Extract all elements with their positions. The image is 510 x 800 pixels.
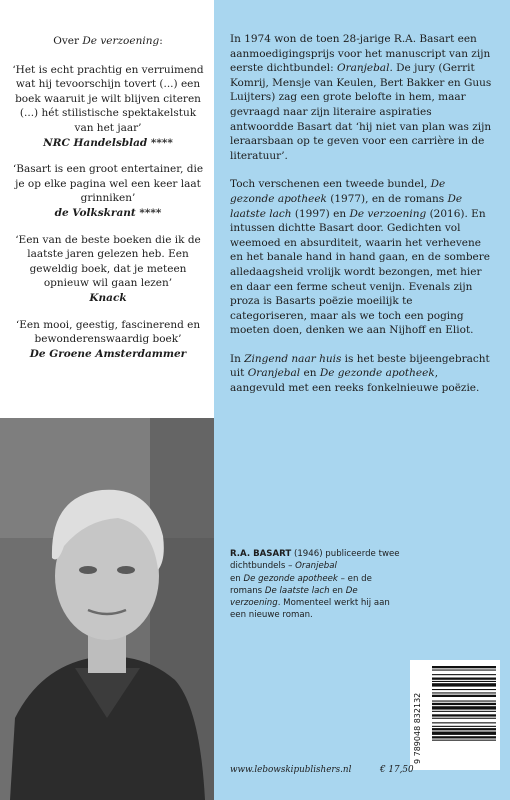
review-quote: ‘Een mooi, geestig, fascinerend en bewonderenswaardig boek’ De Groene Amsterdammer xyxy=(10,318,206,362)
isbn-barcode xyxy=(410,660,500,770)
barcode-bar xyxy=(432,726,496,727)
barcode-image xyxy=(410,660,500,770)
barcode-bar xyxy=(432,703,496,705)
back-cover-blurb xyxy=(230,32,492,410)
review-source: Knack xyxy=(89,291,127,304)
barcode-bar xyxy=(432,706,496,709)
barcode-bar xyxy=(432,678,496,680)
isbn-number: 9 789048 832132 xyxy=(413,692,422,764)
author-photo xyxy=(0,418,214,800)
blurb-paragraph: Toch verschenen een tweede bundel, De gezonde apotheek (1977), en de romans De laatste lach (1997) en De verzoening (2016). En intussen dichtte Basart door. Gedichten vol weemoed en absurditeit, waarin het verhevene en het banale hand in hand gaan, en de sombere alledaagsheid vrolijk wordt bezongen, met hier en daar een ferme scheut venijn. Evenals zijn proza is Basarts poëzie moeilijk te categoriseren, maar als we toch een poging moeten doen, denken we aan Nijhoff en Eliot. xyxy=(230,178,491,337)
barcode-bar xyxy=(432,666,496,668)
review-source: NRC Handelsblad **** xyxy=(43,136,173,149)
barcode-bar xyxy=(432,670,496,671)
review-quotes xyxy=(10,34,206,373)
author-bio: R.A. BASART (1946) publiceerde twee dichtbundels – Oranjebal en De gezonde apotheek – en de romans De laatste lach en De verzoening. Momenteel werkt hij aan een nieuwe roman. xyxy=(230,549,400,621)
quotes-heading: Over De verzoening: xyxy=(53,35,163,47)
barcode-bar xyxy=(432,681,496,682)
review-quote: ‘Basart is een groot entertainer, die je op elke pagina wel een keer laat grinniken’ de Volkskrant **** xyxy=(10,162,206,220)
barcode-bar xyxy=(432,732,496,735)
blurb-paragraph: In Zingend naar huis is het beste bijeengebracht uit Oranjebal en De gezonde apotheek, aangevuld met een reeks fonkelnieuwe poëzie. xyxy=(230,352,490,395)
review-source: De Groene Amsterdammer xyxy=(29,347,187,360)
review-quote: ‘Een van de beste boeken die ik de laatste jaren gelezen heb. Een geweldig boek, dat je meteen opnieuw wil gaan lezen’ Knack xyxy=(10,233,206,306)
barcode-bar xyxy=(432,683,496,686)
barcode-bar xyxy=(432,718,496,719)
barcode-bar xyxy=(432,692,496,693)
barcode-bar xyxy=(432,740,496,741)
barcode-bar xyxy=(432,714,496,716)
review-quote: ‘Het is echt prachtig en verruimend wat hij tevoorschijn tovert (...) een boek waaruit je wilt blijven citeren (...) hét stilistische spektakelstuk van het jaar’ NRC Handelsblad **** xyxy=(10,63,206,151)
barcode-bar xyxy=(432,711,496,712)
barcode-bar xyxy=(432,722,496,723)
author-portrait-image xyxy=(0,418,214,800)
barcode-bar xyxy=(432,728,496,730)
barcode-bar xyxy=(432,736,496,738)
price: € 17,50 xyxy=(380,765,414,775)
barcode-bar xyxy=(432,701,496,702)
barcode-bar xyxy=(432,689,496,690)
blurb-paragraph: In 1974 won de toen 28-jarige R.A. Basart een aanmoedigingsprijs voor het manuscript van zijn eerste dichtbundel: Oranjebal. De jury (Gerrit Komrij, Mensje van Keulen, Bert Bakker en Guus Luijters) zag een grote belofte in hem, maar gevraagd naar zijn literaire aspiraties antwoordde Basart dat ‘hij niet van plan was zijn leraarsbaan op te geven voor een carrière in de literatuur’. xyxy=(230,33,492,162)
review-source: de Volkskrant **** xyxy=(54,206,162,219)
author-name: R.A. BASART xyxy=(230,549,292,559)
barcode-bar xyxy=(432,695,496,697)
barcode-bar xyxy=(432,674,496,675)
publisher-website: www.lebowskipublishers.nl xyxy=(230,765,352,775)
